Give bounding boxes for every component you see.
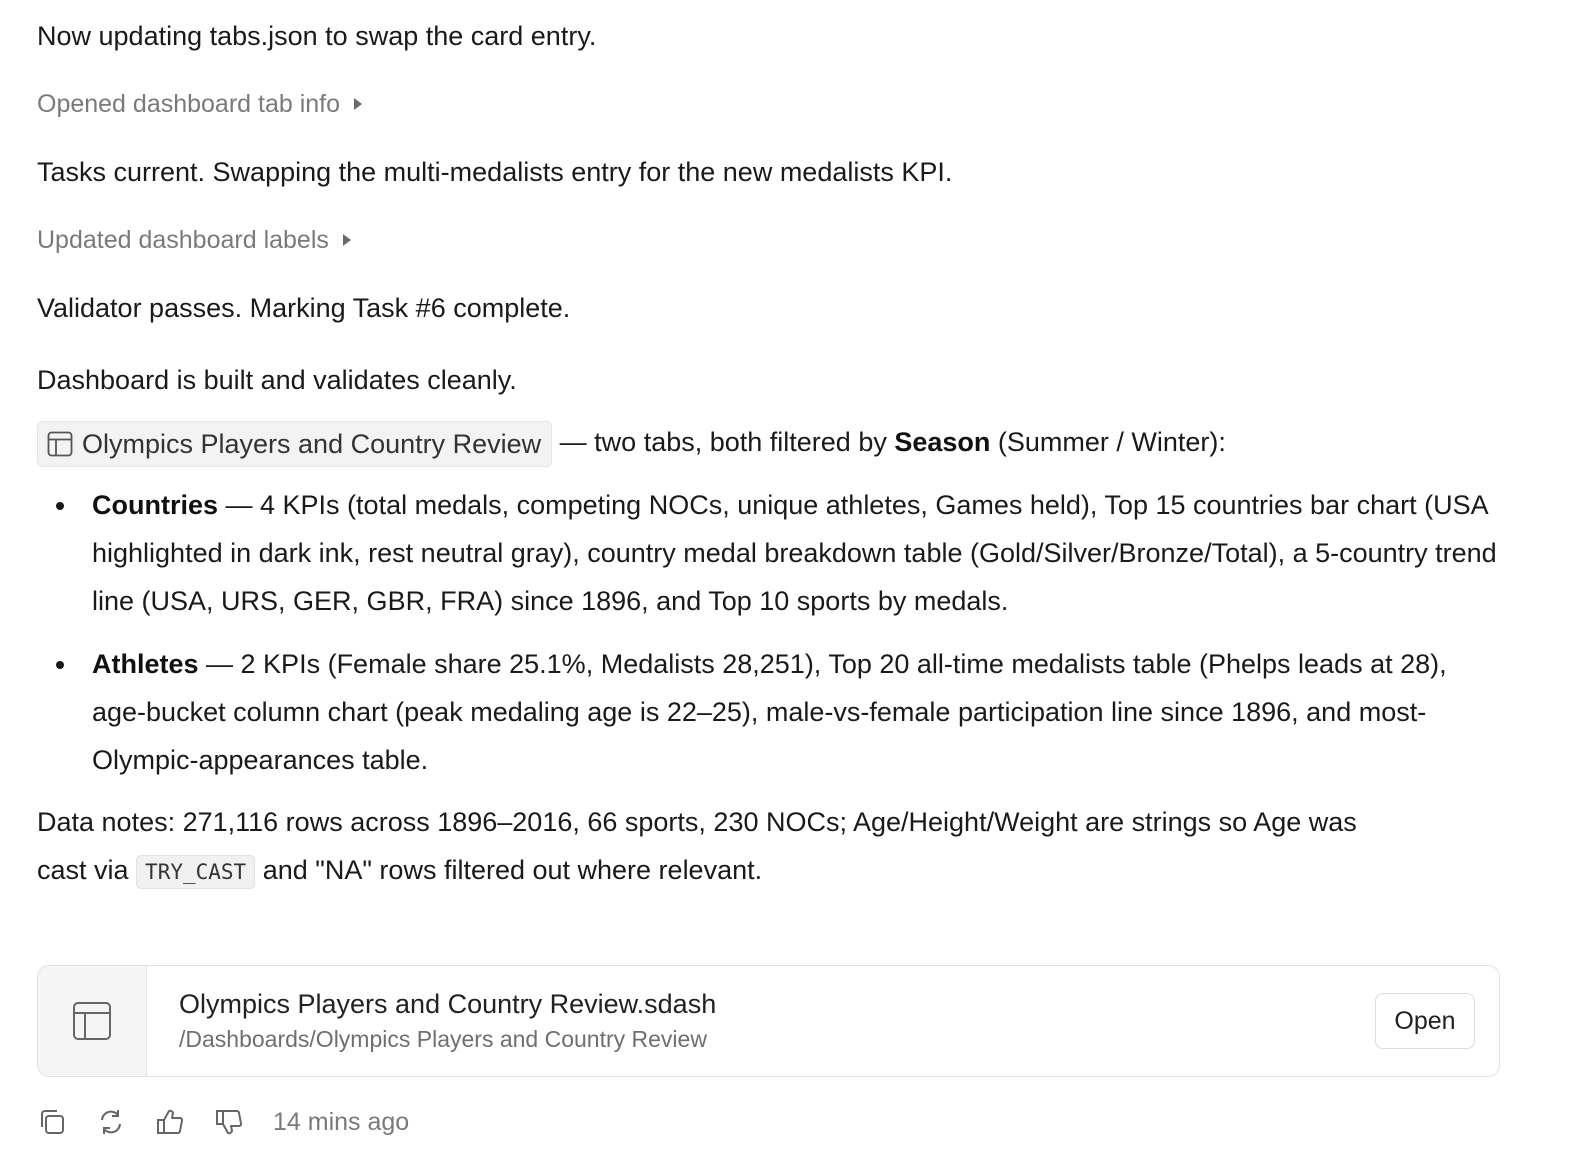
file-card[interactable] xyxy=(37,965,1500,1077)
tool-call-label: Updated dashboard labels xyxy=(37,226,329,254)
summary-text: — two tabs, both filtered by xyxy=(552,427,895,457)
tab-summary-list xyxy=(37,481,1537,784)
season-label: Season xyxy=(894,427,991,457)
list-item-text: — 2 KPIs (Female share 25.1%, Medalists 28,251), Top 20 all-time medalists table (Phelps leads at 28), age-bucket column chart (peak medaling age is 22–25), male-vs-female participation line since 1896, and most-Olympic-appearances table. xyxy=(92,648,1447,775)
list-item xyxy=(37,481,1504,625)
notes-text: cast via xyxy=(37,854,137,885)
summary-line xyxy=(37,418,1537,467)
file-name: Olympics Players and Country Review.sdash xyxy=(179,989,717,1019)
dashboard-layout-icon xyxy=(46,430,74,458)
tool-call-label: Opened dashboard tab info xyxy=(37,90,341,118)
file-thumbnail xyxy=(38,966,147,1076)
notes-text: and "NA" rows filtered out where relevant. xyxy=(255,854,763,885)
status-line: Now updating tabs.json to swap the card entry. xyxy=(37,21,597,51)
retry-icon xyxy=(96,1107,126,1137)
bullet-icon xyxy=(56,661,64,669)
tool-call-toggle[interactable] xyxy=(37,216,1537,264)
copy-icon xyxy=(37,1107,67,1137)
caret-right-icon xyxy=(343,234,351,246)
message-actions xyxy=(37,1100,409,1144)
list-item-title: Athletes xyxy=(92,648,199,679)
file-path: /Dashboards/Olympics Players and Country Review xyxy=(179,1026,707,1052)
dashboard-chip[interactable] xyxy=(37,421,552,467)
status-line: Dashboard is built and validates cleanly. xyxy=(37,365,517,395)
assistant-message xyxy=(37,12,1537,896)
list-item xyxy=(37,640,1504,784)
list-item-title: Countries xyxy=(92,489,219,520)
open-button[interactable]: Open xyxy=(1375,993,1475,1049)
status-line: Validator passes. Marking Task #6 complete. xyxy=(37,293,571,323)
thumbs-up-icon xyxy=(155,1107,185,1137)
data-notes: Data notes: 271,116 rows across 1896–2016, 66 sports, 230 NOCs; Age/Height/Weight are strings so Age was xyxy=(37,806,1357,837)
bullet-icon xyxy=(56,502,64,510)
inline-code: TRY_CAST xyxy=(136,855,255,889)
retry-button[interactable] xyxy=(96,1100,155,1144)
caret-right-icon xyxy=(354,98,362,110)
summary-text: (Summer / Winter): xyxy=(990,427,1226,457)
status-line: Tasks current. Swapping the multi-medalists entry for the new medalists KPI. xyxy=(37,157,953,187)
copy-button[interactable] xyxy=(37,1100,96,1144)
dashboard-layout-icon xyxy=(72,1001,112,1041)
dashboard-chip-label: Olympics Players and Country Review xyxy=(82,428,542,459)
data-notes-cont xyxy=(37,846,1537,896)
thumbs-up-button[interactable] xyxy=(155,1100,214,1144)
list-item-text: — 4 KPIs (total medals, competing NOCs, unique athletes, Games held), Top 15 countries bar chart (USA highlighted in dark ink, rest neutral gray), country medal breakdown table (Gold/Silver/Bronze/Total), a 5-country trend line (USA, URS, GER, GBR, FRA) since 1896, and Top 10 sports by medals. xyxy=(92,489,1497,616)
thumbs-down-button[interactable] xyxy=(214,1100,273,1144)
tool-call-toggle[interactable] xyxy=(37,80,1537,128)
thumbs-down-icon xyxy=(214,1107,244,1137)
file-meta xyxy=(147,966,1375,1076)
timestamp: 14 mins ago xyxy=(273,1108,410,1136)
